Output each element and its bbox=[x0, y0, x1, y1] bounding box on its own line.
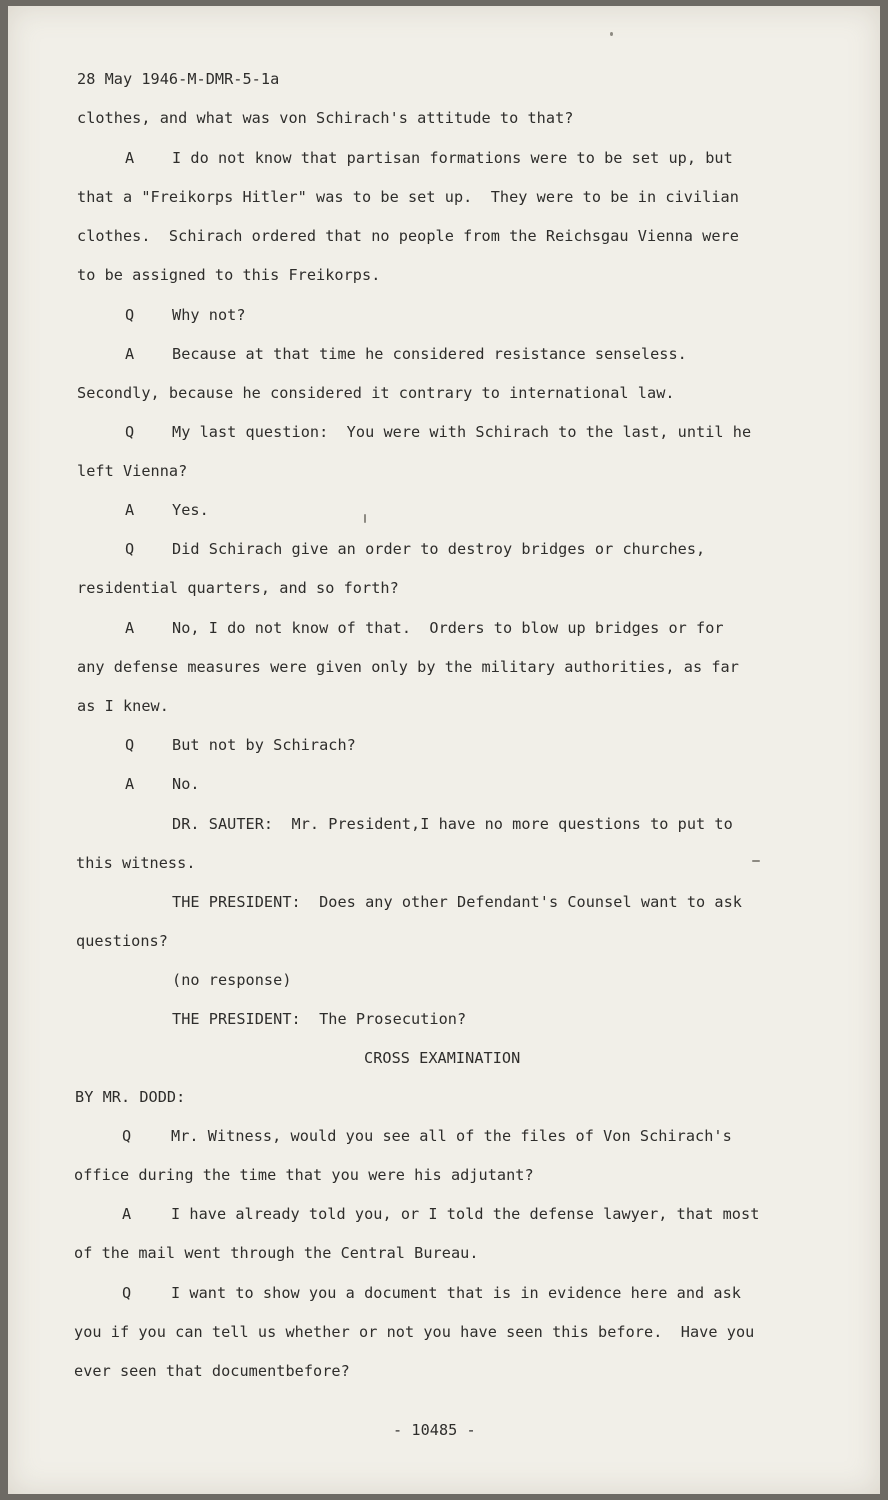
transcript-line: Because at that time he considered resistance senseless. bbox=[172, 345, 687, 363]
speaker-line: THE PRESIDENT: Does any other Defendant's Counsel want to ask bbox=[172, 893, 743, 911]
transcript-line: as I knew. bbox=[77, 697, 169, 715]
question-marker: Q bbox=[125, 306, 135, 324]
answer-marker: A bbox=[125, 345, 135, 363]
page-number: - 10485 - bbox=[393, 1421, 476, 1439]
transcript-line: left Vienna? bbox=[77, 462, 188, 480]
transcript-line: of the mail went through the Central Bureau. bbox=[74, 1244, 479, 1262]
transcript-line: Mr. Witness, would you see all of the files of Von Schirach's bbox=[171, 1127, 732, 1145]
transcript-line: clothes, and what was von Schirach's attitude to that? bbox=[77, 109, 574, 127]
transcript-line: I do not know that partisan formations were to be set up, but bbox=[172, 149, 733, 167]
transcript-line: I have already told you, or I told the defense lawyer, that most bbox=[171, 1205, 760, 1223]
transcript-line: residential quarters, and so forth? bbox=[77, 579, 399, 597]
transcript-line: Secondly, because he considered it contrary to international law. bbox=[77, 384, 675, 402]
transcript-line: Did Schirach give an order to destroy bridges or churches, bbox=[172, 540, 706, 558]
speaker-line: DR. SAUTER: Mr. President,I have no more questions to put to bbox=[172, 815, 733, 833]
transcript-line: Why not? bbox=[172, 306, 246, 324]
page-header: 28 May 1946-M-DMR-5-1a bbox=[77, 70, 280, 88]
question-marker: Q bbox=[125, 540, 135, 558]
question-marker: Q bbox=[122, 1127, 132, 1145]
answer-marker: A bbox=[125, 149, 135, 167]
transcript-line: to be assigned to this Freikorps. bbox=[77, 266, 381, 284]
speaker-line: THE PRESIDENT: The Prosecution? bbox=[172, 1010, 467, 1028]
paper-speck bbox=[364, 514, 366, 523]
transcript-line: No. bbox=[172, 775, 200, 793]
transcript-line: any defense measures were given only by the military authorities, as far bbox=[77, 658, 739, 676]
transcript-line: this witness. bbox=[76, 854, 196, 872]
paper-speck bbox=[752, 860, 760, 862]
transcript-line: that a "Freikorps Hitler" was to be set up. They were to be in civilian bbox=[77, 188, 739, 206]
answer-marker: A bbox=[122, 1205, 132, 1223]
paper-speck bbox=[610, 32, 613, 36]
transcript-line: ever seen that documentbefore? bbox=[74, 1362, 350, 1380]
question-marker: Q bbox=[122, 1284, 132, 1302]
transcript-line: you if you can tell us whether or not you have seen this before. Have you bbox=[74, 1323, 755, 1341]
transcript-line: Yes. bbox=[172, 501, 209, 519]
answer-marker: A bbox=[125, 775, 135, 793]
transcript-line: My last question: You were with Schirach to the last, until he bbox=[172, 423, 752, 441]
transcript-line: office during the time that you were his adjutant? bbox=[74, 1166, 534, 1184]
answer-marker: A bbox=[125, 619, 135, 637]
stage-direction: (no response) bbox=[172, 971, 292, 989]
section-heading: CROSS EXAMINATION bbox=[364, 1049, 521, 1067]
answer-marker: A bbox=[125, 501, 135, 519]
transcript-line: I want to show you a document that is in evidence here and ask bbox=[171, 1284, 742, 1302]
transcript-line: questions? bbox=[76, 932, 168, 950]
examiner-line: BY MR. DODD: bbox=[75, 1088, 186, 1106]
transcript-line: clothes. Schirach ordered that no people from the Reichsgau Vienna were bbox=[77, 227, 739, 245]
question-marker: Q bbox=[125, 736, 135, 754]
transcript-line: No, I do not know of that. Orders to blow up bridges or for bbox=[172, 619, 724, 637]
question-marker: Q bbox=[125, 423, 135, 441]
transcript-line: But not by Schirach? bbox=[172, 736, 356, 754]
